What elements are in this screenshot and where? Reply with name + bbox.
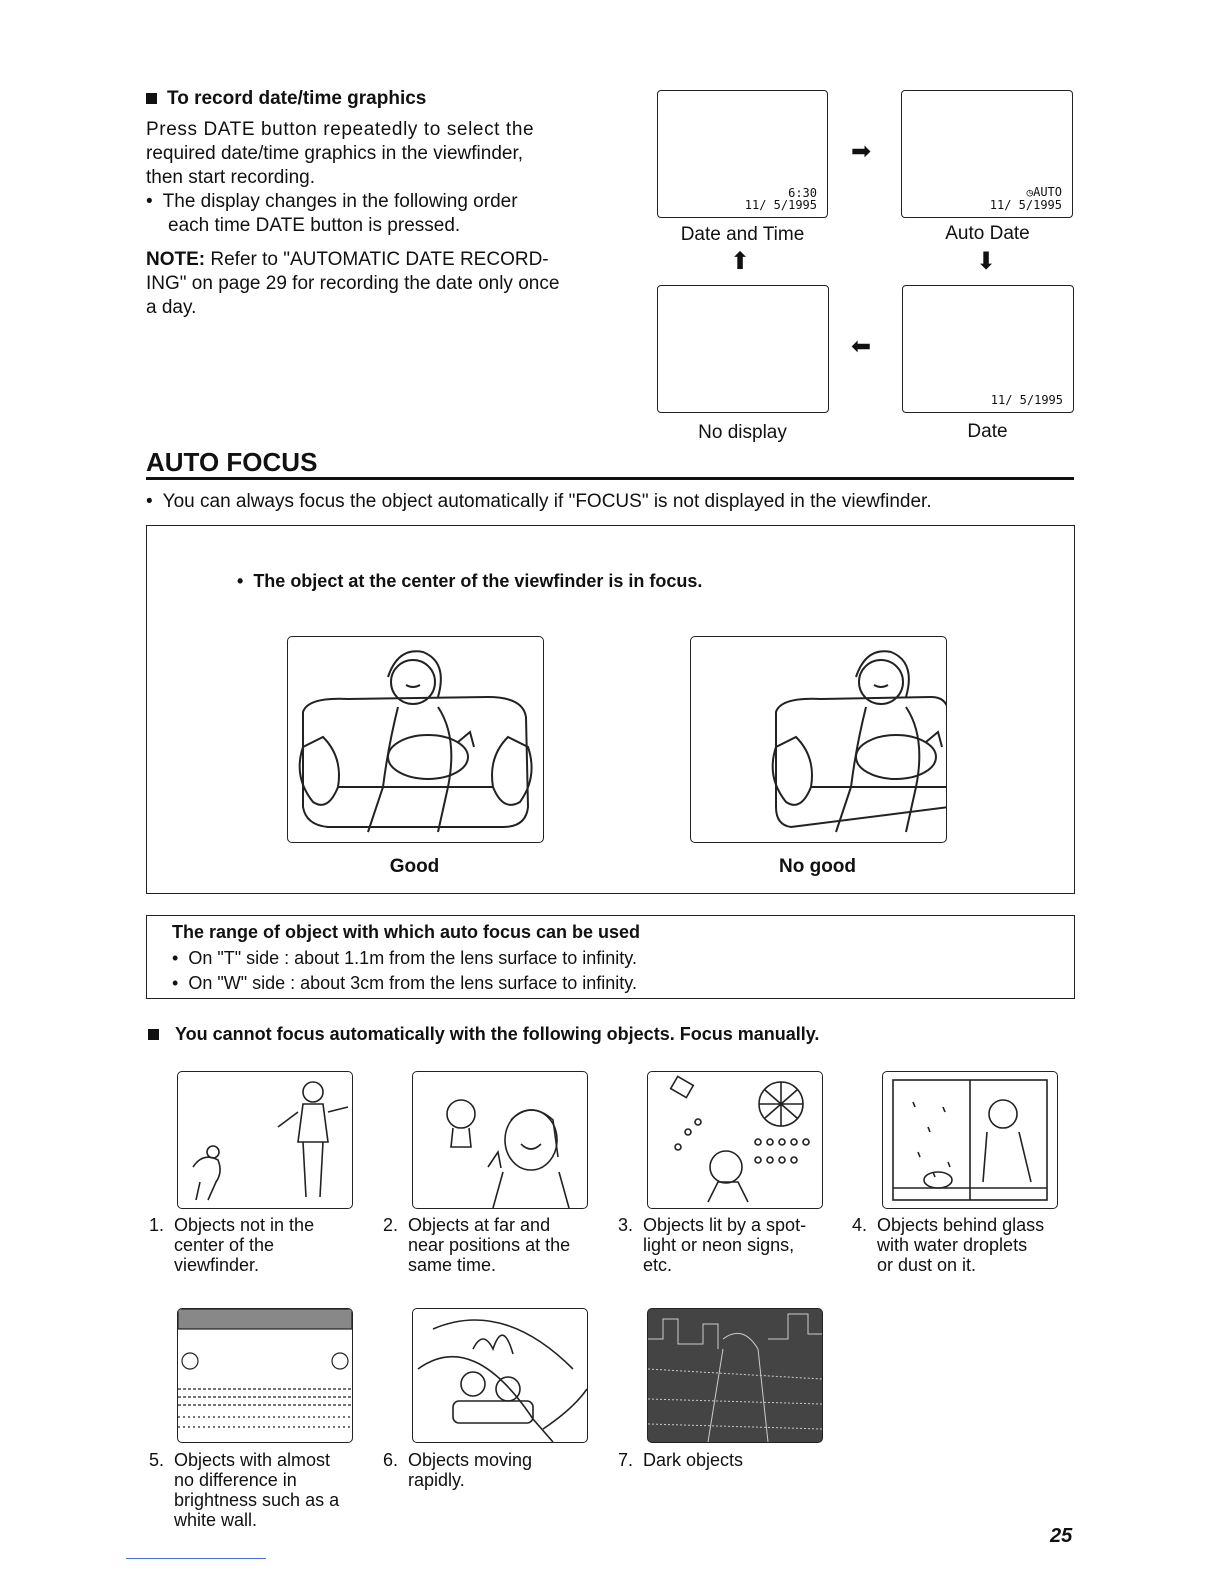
off-center-subject-illustration	[178, 1072, 352, 1208]
caption-date-time: Date and Time	[680, 224, 805, 245]
item-text	[174, 1215, 314, 1275]
stamp-date: 11/ 5/1995	[744, 198, 817, 212]
item-number: 4.	[852, 1215, 868, 1235]
item-number: 7.	[618, 1450, 634, 1470]
item-text	[408, 1215, 570, 1275]
stamp-date: 11/ 5/1995	[990, 393, 1063, 407]
object-6-illustration	[412, 1308, 588, 1443]
item-text	[643, 1450, 743, 1470]
stamp	[991, 394, 1063, 406]
object-4-illustration	[882, 1071, 1058, 1209]
date-section-heading	[146, 88, 426, 110]
woman-on-sofa-offcenter-illustration	[691, 637, 946, 842]
bullet-line	[146, 190, 596, 214]
caption-no-display: No display	[698, 422, 787, 443]
object-5-label	[149, 1450, 379, 1535]
object-4-label	[852, 1215, 1082, 1280]
heading-text: To record date/time graphics	[167, 88, 427, 109]
page-number: 25	[1050, 1525, 1073, 1547]
item-line: same time.	[408, 1255, 497, 1275]
stamp-auto-text: AUTO	[1033, 185, 1062, 199]
stamp	[745, 187, 817, 211]
para-line: required date/time graphics in the viewfinder,	[146, 143, 524, 164]
item-text	[408, 1450, 532, 1490]
stamp	[990, 186, 1062, 211]
item-number: 3.	[618, 1215, 634, 1235]
roller-coaster-illustration	[413, 1309, 587, 1442]
stamp-date: 11/ 5/1995	[989, 198, 1062, 212]
item-number: 2.	[383, 1215, 399, 1235]
item-line: rapidly.	[408, 1470, 465, 1490]
cannot-focus-heading	[148, 1024, 819, 1045]
object-2-illustration	[412, 1071, 588, 1209]
item-line: Objects moving	[408, 1450, 533, 1470]
stamp-time: 6:30	[788, 186, 817, 200]
nogood-label: No good	[778, 856, 857, 877]
item-line: Objects not in the	[174, 1215, 315, 1235]
section-title: AUTO FOCUS	[146, 447, 318, 477]
item-line: Objects at far and	[408, 1215, 551, 1235]
item-line: near positions at the	[408, 1235, 571, 1255]
nogood-illustration	[690, 636, 947, 843]
arrow-right-icon: ➡	[851, 138, 872, 165]
item-line: viewfinder.	[174, 1255, 260, 1275]
item-line: Objects with almost	[174, 1450, 331, 1470]
arrow-left-icon: ⬅	[851, 333, 872, 360]
object-7-illustration	[647, 1308, 823, 1443]
intro-text: You can always focus the object automatically if "FOCUS" is not displayed in the viewfinder.	[162, 491, 932, 512]
item-line: brightness such as a	[174, 1490, 340, 1510]
object-3-label	[618, 1215, 848, 1280]
range-item	[172, 948, 637, 969]
item-number: 5.	[149, 1450, 165, 1470]
item-line: Objects lit by a spot-	[643, 1215, 807, 1235]
center-note	[237, 571, 702, 592]
para-line: Press DATE button repeatedly to select the	[146, 119, 535, 140]
range-item-text: On "T" side : about 1.1m from the lens surface to infinity.	[188, 948, 637, 968]
spotlight-illustration	[648, 1072, 822, 1208]
item-line: Objects behind glass	[877, 1215, 1045, 1235]
item-text	[643, 1215, 806, 1275]
item-line: white wall.	[174, 1510, 258, 1530]
dark-scene-illustration	[648, 1309, 822, 1442]
viewfinder-date	[902, 285, 1074, 413]
date-instructions	[146, 118, 596, 238]
white-wall-illustration	[178, 1309, 352, 1442]
square-bullet-icon	[146, 93, 157, 104]
object-7-label	[618, 1450, 848, 1475]
viewfinder-auto-date	[901, 90, 1073, 218]
range-title: The range of object with which auto focus can be used	[172, 922, 641, 942]
item-line: Dark objects	[643, 1450, 744, 1470]
note-label: NOTE:	[146, 249, 206, 270]
bullet-text: The display changes in the following order	[162, 191, 518, 212]
item-line: center of the	[174, 1235, 275, 1255]
para-line: then start recording.	[146, 167, 315, 188]
range-item	[172, 973, 637, 994]
good-label: Good	[389, 856, 440, 877]
object-3-illustration	[647, 1071, 823, 1209]
item-number: 6.	[383, 1450, 399, 1470]
item-line: no difference in	[174, 1470, 297, 1490]
item-line: light or neon signs,	[643, 1235, 795, 1255]
arrow-down-icon: ⬇	[976, 248, 997, 275]
note-line: ING" on page 29 for recording the date only once	[146, 273, 560, 294]
object-1-label	[149, 1215, 379, 1280]
item-text	[877, 1215, 1044, 1275]
section-rule	[146, 477, 1074, 480]
date-note	[146, 248, 596, 320]
good-illustration	[287, 636, 544, 843]
arrow-up-icon: ⬆	[730, 248, 751, 275]
caption-auto-date: Auto Date	[945, 223, 1030, 244]
item-line: etc.	[643, 1255, 673, 1275]
object-6-label	[383, 1450, 613, 1495]
note-text: Refer to "AUTOMATIC DATE RECORD-	[210, 249, 549, 270]
focus-range-box	[146, 915, 1075, 999]
woman-on-sofa-illustration	[288, 637, 543, 842]
item-number: 1.	[149, 1215, 165, 1235]
viewfinder-date-time	[657, 90, 828, 218]
object-1-illustration	[177, 1071, 353, 1209]
clock-icon: ◷	[1026, 186, 1034, 199]
behind-glass-illustration	[883, 1072, 1057, 1208]
autofocus-intro	[146, 490, 932, 514]
bullet-line: each time DATE button is pressed.	[168, 215, 461, 236]
caption-date: Date	[967, 421, 1008, 442]
far-near-subjects-illustration	[413, 1072, 587, 1208]
object-5-illustration	[177, 1308, 353, 1443]
item-text	[174, 1450, 339, 1530]
note-line	[146, 248, 596, 272]
note-line: a day.	[146, 297, 197, 318]
footer-line	[126, 1558, 266, 1559]
square-bullet-icon	[148, 1029, 159, 1040]
focus-example-box	[146, 525, 1075, 894]
center-note-text: The object at the center of the viewfinder is in focus.	[253, 571, 703, 591]
object-2-label	[383, 1215, 613, 1280]
item-line: with water droplets	[877, 1235, 1028, 1255]
date-section	[146, 88, 426, 110]
viewfinder-no-display	[657, 285, 829, 413]
range-item-text: On "W" side : about 3cm from the lens surface to infinity.	[188, 973, 637, 993]
cannot-focus-text: You cannot focus automatically with the following objects. Focus manually.	[175, 1024, 820, 1044]
item-line: or dust on it.	[877, 1255, 977, 1275]
